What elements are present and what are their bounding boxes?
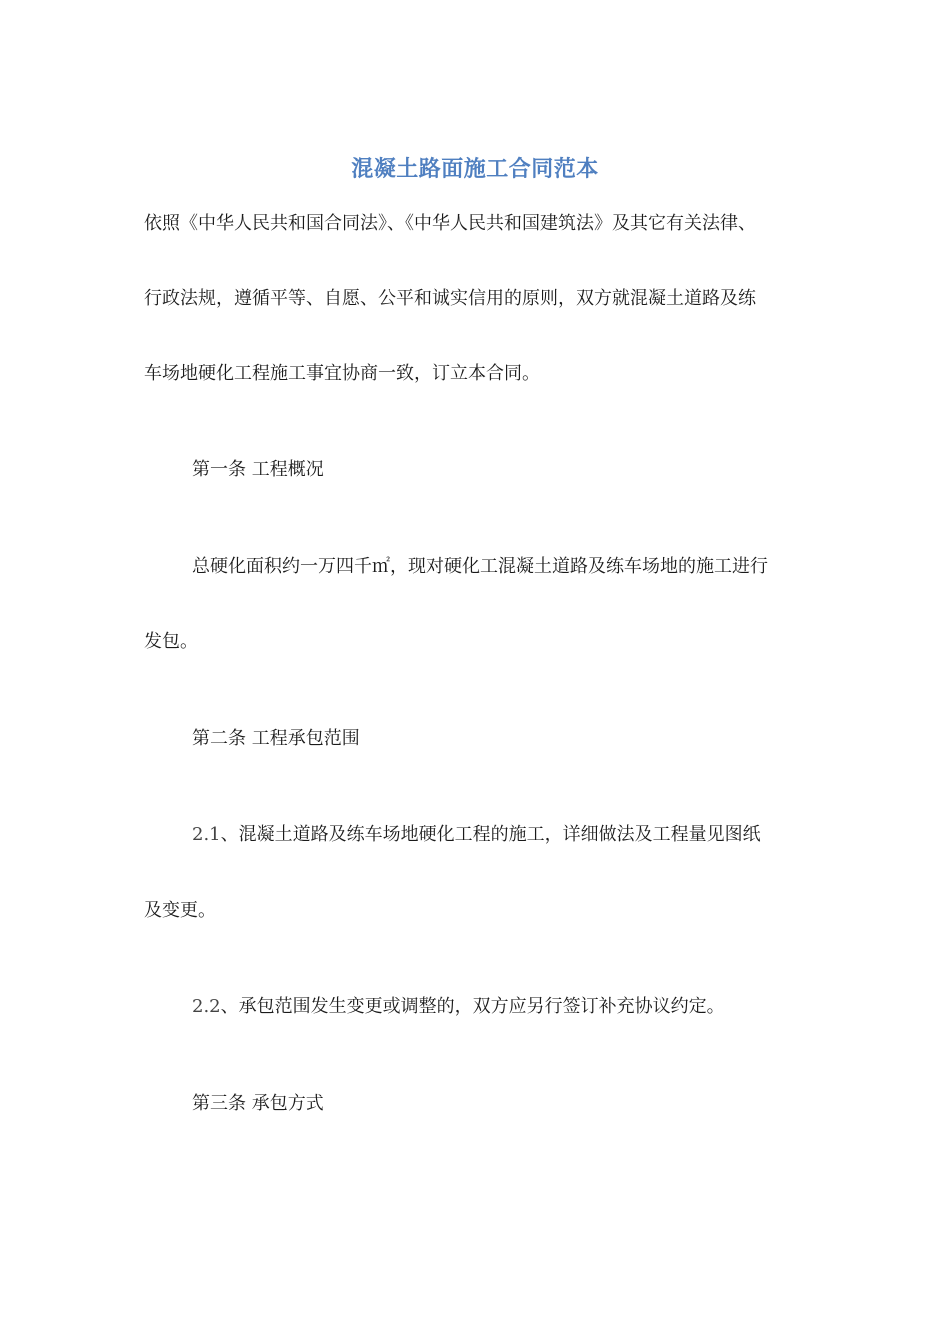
- intro-line-2: 行政法规，遵循平等、自愿、公平和诚实信用的原则，双方就混凝土道路及练: [144, 288, 756, 309]
- article-2-heading: 第二条 工程承包范围: [192, 728, 360, 749]
- article-1-heading: 第一条 工程概况: [192, 459, 324, 480]
- clause-2-1-line-2: 及变更。: [144, 900, 216, 921]
- article-1-body-line-2: 发包。: [144, 631, 198, 652]
- clause-2-2-number: 2.2: [192, 996, 221, 1017]
- clause-2-1-number: 2.1: [192, 824, 221, 845]
- clause-2-2-text: 、承包范围发生变更或调整的，双方应另行签订补充协议约定。: [220, 996, 725, 1017]
- document-title: 混凝土路面施工合同范本: [351, 156, 599, 182]
- clause-2-2-line-1: [192, 995, 725, 1019]
- article-3-heading: 第三条 承包方式: [192, 1093, 324, 1114]
- intro-line-1: 依照《中华人民共和国合同法》、《中华人民共和国建筑法》及其它有关法律、: [144, 213, 756, 234]
- clause-2-1-text: 、混凝土道路及练车场地硬化工程的施工，详细做法及工程量见图纸: [220, 824, 761, 845]
- article-1-body-line-1: 总硬化面积约一万四千㎡，现对硬化工混凝土道路及练车场地的施工进行: [192, 556, 768, 577]
- intro-line-3: 车场地硬化工程施工事宜协商一致，订立本合同。: [144, 363, 540, 384]
- clause-2-1-line-1: [192, 823, 761, 847]
